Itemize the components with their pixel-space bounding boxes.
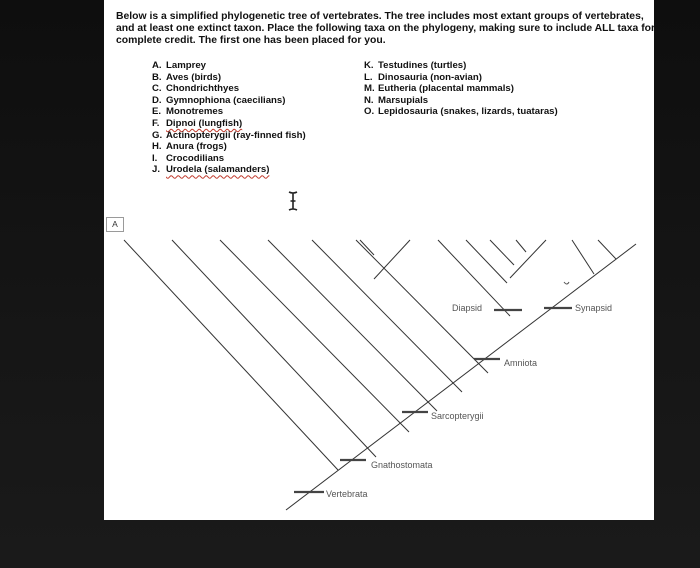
taxon-name: Urodela (salamanders)	[166, 164, 270, 176]
instructions-text: Below is a simplified phylogenetic tree of vertebrates. The tree includes most extant groups of vertebrates, and at least one extinct taxon. Place the following taxa on the phylogeny, making sure to include ALL taxa for complete credit. The first one has been placed for you.	[116, 11, 656, 47]
taxon-item	[152, 130, 306, 142]
taxon-item	[364, 83, 558, 95]
taxon-item	[152, 72, 306, 84]
taxon-item	[364, 60, 558, 72]
branch-tip-7	[360, 240, 374, 255]
taxon-letter: M.	[364, 83, 375, 95]
taxon-name: Anura (frogs)	[166, 141, 227, 153]
taxon-letter: C.	[152, 83, 162, 95]
branch-tip-1	[124, 240, 338, 470]
branch-tip-13	[510, 240, 546, 278]
taxon-name: Aves (birds)	[166, 71, 222, 83]
taxon-letter: E.	[152, 106, 162, 118]
taxon-item	[364, 95, 558, 107]
taxon-item	[152, 60, 306, 72]
taxon-item	[152, 153, 306, 165]
text-cursor-icon	[286, 190, 300, 212]
branch-tip-11	[490, 240, 514, 265]
node-label-amniota: Amniota	[504, 358, 538, 368]
branch-tip-15	[598, 240, 616, 259]
taxon-item	[152, 141, 306, 153]
taxa-list-left	[152, 60, 306, 176]
taxon-name: Lepidosauria (snakes, lizards, tuataras)	[378, 106, 558, 118]
node-label-diapsid: Diapsid	[452, 303, 483, 313]
taxon-name: Actinopterygii (ray-finned fish)	[166, 129, 306, 141]
taxon-letter: L.	[364, 71, 373, 83]
branch-tip-14	[572, 240, 594, 274]
taxon-letter: K.	[364, 60, 374, 71]
node-label-synapsid: Synapsid	[575, 303, 613, 313]
taxon-name: Marsupials	[378, 94, 429, 106]
taxa-list-right	[364, 60, 558, 118]
branch-tip-12	[516, 240, 526, 252]
taxon-name: Dinosauria (non-avian)	[378, 71, 482, 83]
phylogenetic-tree	[116, 238, 650, 518]
taxon-item	[152, 83, 306, 95]
branch-tip-2	[172, 240, 376, 457]
taxon-item	[152, 106, 306, 118]
taxon-item	[152, 95, 306, 107]
tree-backbone	[286, 244, 636, 510]
taxon-name: Eutheria (placental mammals)	[378, 83, 514, 95]
branch-tip-4	[268, 240, 437, 411]
taxon-item	[364, 72, 558, 84]
taxon-letter: N.	[364, 94, 374, 106]
taxon-item	[364, 106, 558, 118]
taxon-name: Dipnoi (lungfish)	[166, 117, 243, 129]
taxon-name: Chondrichthyes	[166, 83, 240, 95]
taxon-letter: H.	[152, 141, 162, 153]
node-label-sarcopterygii: Sarcopterygii	[431, 411, 484, 421]
taxon-name: Monotremes	[166, 106, 224, 118]
taxon-letter: A.	[152, 60, 162, 71]
taxon-name: Gymnophiona (caecilians)	[166, 94, 286, 106]
placed-answer-box[interactable]: A	[106, 217, 124, 232]
taxon-letter: I.	[152, 152, 158, 164]
taxon-letter: G.	[152, 129, 163, 141]
pencil-mark	[564, 282, 569, 284]
node-label-gnathostomata: Gnathostomata	[371, 460, 433, 470]
tree-svg	[116, 238, 650, 518]
node-markers	[294, 308, 572, 492]
branch-tip-8	[374, 240, 410, 279]
taxon-letter: J.	[152, 164, 161, 176]
taxon-name: Testudines (turtles)	[378, 60, 467, 71]
taxon-letter: F.	[152, 117, 160, 129]
taxon-name: Lamprey	[166, 60, 206, 71]
taxon-name: Crocodilians	[166, 152, 225, 164]
taxon-letter: D.	[152, 94, 162, 106]
taxon-item	[152, 118, 306, 130]
taxon-item	[152, 164, 306, 176]
branch-tip-3	[220, 240, 409, 432]
taxon-letter: B.	[152, 71, 162, 83]
node-label-vertebrata: Vertebrata	[326, 489, 368, 499]
branch-tip-5	[312, 240, 462, 392]
taxon-letter: O.	[364, 106, 375, 118]
